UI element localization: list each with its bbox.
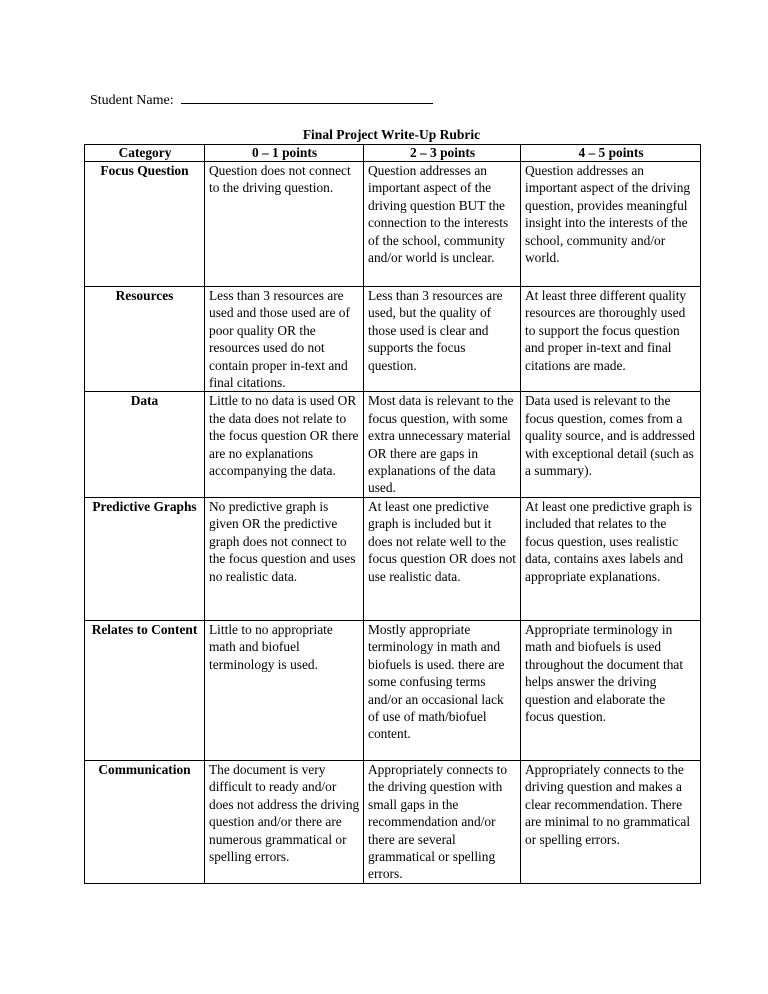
category-resources: Resources: [85, 287, 205, 392]
category-communication: Communication: [85, 760, 205, 883]
header-2-3-points: 2 – 3 points: [364, 145, 521, 162]
cell-high: At least three different quality resources are thoroughly used to support the focus question and proper in-text and final citations are made.: [521, 287, 701, 392]
cell-high: At least one predictive graph is included that relates to the focus question, uses realistic data, contains axes labels and appropriate explanations.: [521, 497, 701, 620]
table-row: [85, 162, 701, 287]
student-name-label: Student Name:: [90, 93, 174, 108]
cell-mid: Appropriately connects to the driving question with small gaps in the recommendation and/or there are several grammatical or spelling errors.: [364, 760, 521, 883]
cell-mid: Question addresses an important aspect of the driving question BUT the connection to the interests of the school, community and/or world is unclear.: [364, 162, 521, 287]
table-row: [85, 287, 701, 392]
cell-high: Appropriate terminology in math and biofuels is used throughout the document that helps answer the driving question and elaborate the focus question.: [521, 620, 701, 760]
cell-mid: Less than 3 resources are used, but the quality of those used is clear and supports the focus question.: [364, 287, 521, 392]
cell-low: Little to no data is used OR the data does not relate to the focus question OR there are no explanations accompanying the data.: [205, 392, 364, 497]
table-row: [85, 620, 701, 760]
category-relates-to-content: Relates to Content: [85, 620, 205, 760]
category-predictive-graphs: Predictive Graphs: [85, 497, 205, 620]
cell-low: Little to no appropriate math and biofuel terminology is used.: [205, 620, 364, 760]
cell-low: No predictive graph is given OR the predictive graph does not connect to the focus question and uses no realistic data.: [205, 497, 364, 620]
student-name-blank: [181, 90, 433, 104]
header-category: Category: [85, 145, 205, 162]
student-name-line: [90, 90, 433, 109]
cell-mid: Most data is relevant to the focus question, with some extra unnecessary material OR there are gaps in explanations of the data used.: [364, 392, 521, 497]
table-row: [85, 392, 701, 497]
rubric-title: Final Project Write-Up Rubric: [302, 127, 481, 142]
table-row: [85, 760, 701, 883]
cell-high: Appropriately connects to the driving question and makes a clear recommendation. There are minimal to no grammatical or spelling errors.: [521, 760, 701, 883]
header-row: [85, 145, 701, 162]
cell-low: The document is very difficult to ready and/or does not address the driving question and/or there are numerous grammatical or spelling errors.: [205, 760, 364, 883]
cell-mid: Mostly appropriate terminology in math and biofuels is used. there are some confusing terms and/or an occasional lack of use of math/biofuel content.: [364, 620, 521, 760]
cell-low: Less than 3 resources are used and those used are of poor quality OR the resources used do not contain proper in-text and final citations.: [205, 287, 364, 392]
category-data: Data: [85, 392, 205, 497]
cell-high: Question addresses an important aspect of the driving question, provides meaningful insight into the interests of the school, community and/or world.: [521, 162, 701, 287]
table-row: [85, 497, 701, 620]
category-focus-question: Focus Question: [85, 162, 205, 287]
cell-mid: At least one predictive graph is included but it does not relate well to the focus question OR does not use realistic data.: [364, 497, 521, 620]
cell-high: Data used is relevant to the focus question, comes from a quality source, and is addressed with exceptional detail (such as a summary).: [521, 392, 701, 497]
cell-low: Question does not connect to the driving question.: [205, 162, 364, 287]
header-4-5-points: 4 – 5 points: [521, 145, 701, 162]
header-0-1-points: 0 – 1 points: [205, 145, 364, 162]
rubric-table: [84, 144, 701, 884]
